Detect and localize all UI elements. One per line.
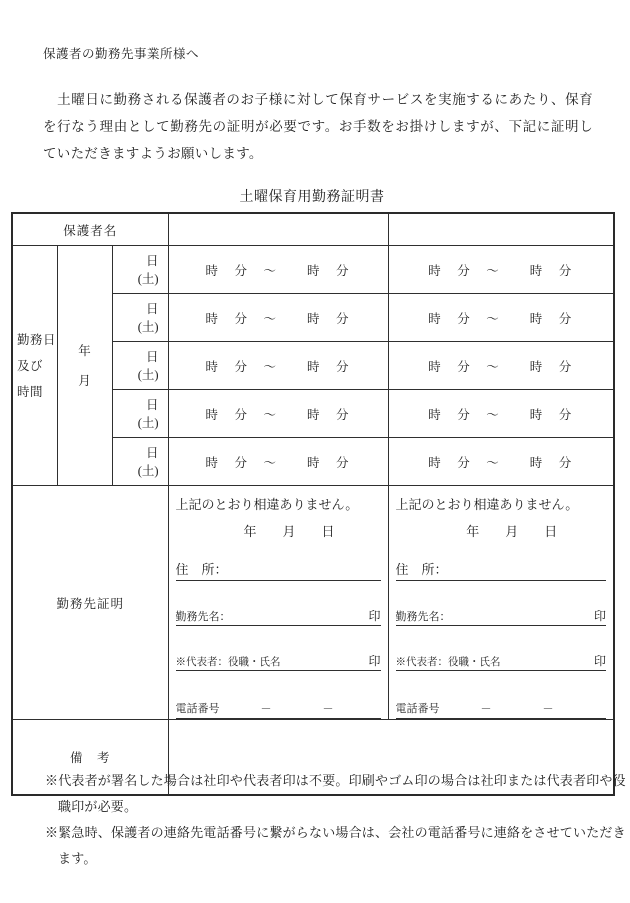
day-label: 日 (土) — [112, 390, 168, 438]
representative-label: ※代表者：役職・氏名 — [395, 657, 501, 668]
time-slot-left: 時 分 ～ 時 分 — [168, 342, 388, 390]
phone-number-field — [176, 700, 381, 719]
employer-certification-label: 勤務先証明 — [12, 486, 168, 720]
time-slot-left: 時 分 ～ 時 分 — [168, 390, 388, 438]
day-label: 日 (土) — [112, 342, 168, 390]
time-slot-right: 時 分 ～ 時 分 — [388, 390, 614, 438]
time-slot-right: 時 分 ～ 時 分 — [388, 246, 614, 294]
address-field: 住 所： — [176, 559, 381, 581]
day-label: 日 (土) — [112, 246, 168, 294]
time-slot-left: 時 分 ～ 時 分 — [168, 438, 388, 486]
certification-date-line: 年 月 日 — [243, 524, 335, 539]
guardian-name-row — [12, 213, 614, 246]
remarks-label: 備 考 — [12, 720, 168, 796]
representative-label: ※代表者：役職・氏名 — [175, 657, 281, 668]
phone-dash: － — [322, 703, 334, 715]
work-days-label — [12, 246, 57, 486]
salutation-line: 保護者の勤務先事業所様へ — [43, 47, 200, 61]
certification-statement: 上記のとおり相違ありません。 — [395, 497, 579, 512]
year-month-label — [57, 246, 112, 486]
phone-dash: － — [260, 703, 272, 715]
phone-dash: － — [542, 703, 554, 715]
certification-date-line: 年 月 日 — [466, 524, 558, 539]
work-label-line1: 勤務日 — [17, 332, 57, 347]
footnote-2-line-2: ます。 — [58, 851, 97, 866]
employer-certification-row — [12, 486, 614, 720]
footnotes — [45, 768, 626, 872]
time-slot-right: 時 分 ～ 時 分 — [388, 438, 614, 486]
time-slot-right: 時 分 ～ 時 分 — [388, 294, 614, 342]
work-certificate-table — [11, 212, 626, 796]
employer-certification-left — [168, 486, 388, 720]
guardian-name-cell-2 — [388, 213, 614, 246]
company-name-field — [176, 607, 381, 626]
phone-label: 電話番号 — [175, 703, 220, 715]
work-label-line2: 及び — [17, 358, 44, 373]
seal-mark: 印 — [368, 609, 381, 623]
seal-mark: 印 — [594, 654, 607, 668]
time-slot-left: 時 分 ～ 時 分 — [168, 294, 388, 342]
work-label-line3: 時間 — [17, 384, 44, 399]
company-name-label: 勤務先名： — [395, 611, 451, 623]
footnote-1-line-1: ※代表者が署名した場合は社印や代表者印は不要。印刷やゴム印の場合は社印または代表者印や役 — [45, 773, 626, 788]
address-field: 住 所： — [396, 559, 607, 581]
year-label: 年 — [78, 343, 91, 358]
footnote-1-line-2: 職印が必要。 — [58, 799, 138, 814]
representative-field — [176, 652, 381, 671]
document-title: 土曜保育用勤務証明書 — [239, 190, 385, 205]
phone-label: 電話番号 — [395, 703, 440, 715]
time-slot-right: 時 分 ～ 時 分 — [388, 342, 614, 390]
phone-dash: － — [480, 703, 492, 715]
day-label: 日 (土) — [112, 294, 168, 342]
seal-mark: 印 — [594, 609, 607, 623]
work-time-row — [12, 246, 614, 294]
guardian-name-cell-1 — [168, 213, 388, 246]
certification-statement: 上記のとおり相違ありません。 — [175, 497, 359, 512]
time-slot-left: 時 分 ～ 時 分 — [168, 246, 388, 294]
guardian-name-label: 保護者名 — [12, 213, 168, 246]
day-label: 日 (土) — [112, 438, 168, 486]
intro-paragraph: 土曜日に勤務される保護者のお子様に対して保育サービスを実施するにあたり、保育を行なう理由として勤務先の証明が必要です。お手数をお掛けしますが、下記に証明していただきますようお願いします。 — [43, 92, 593, 161]
employer-certification-right — [388, 486, 614, 720]
month-label: 月 — [78, 373, 91, 388]
footnote-2-line-1: ※緊急時、保護者の連絡先電話番号に繋がらない場合は、会社の電話番号に連絡をさせていただき — [45, 825, 626, 840]
representative-field — [396, 652, 607, 671]
phone-number-field — [396, 700, 607, 719]
company-name-field — [396, 607, 607, 626]
seal-mark: 印 — [368, 654, 381, 668]
company-name-label: 勤務先名： — [175, 611, 231, 623]
